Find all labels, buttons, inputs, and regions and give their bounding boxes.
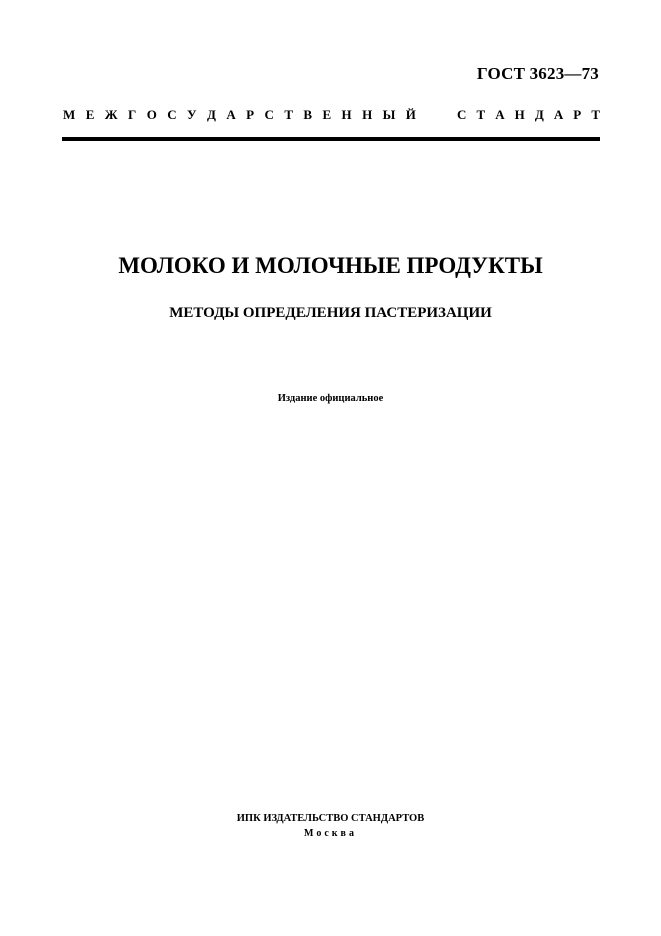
document-title: МОЛОКО И МОЛОЧНЫЕ ПРОДУКТЫ xyxy=(118,253,543,278)
header-letter: Н xyxy=(514,107,525,122)
header-letter: Р xyxy=(573,107,582,122)
publisher-name: ИПК ИЗДАТЕЛЬСТВО СТАНДАРТОВ xyxy=(236,813,425,824)
header-letter: Т xyxy=(591,107,600,122)
header-letter: Р xyxy=(246,107,255,122)
header-letter: Й xyxy=(405,107,416,122)
header-letter: А xyxy=(553,107,564,122)
header-divider xyxy=(62,137,600,141)
header-letter: А xyxy=(495,107,505,122)
header-letter: Н xyxy=(341,107,352,122)
header-letter: В xyxy=(303,107,313,122)
header-letter: Ы xyxy=(382,107,396,122)
header-letter: У xyxy=(187,107,197,122)
header-letter: Е xyxy=(322,107,332,122)
header-letter: Г xyxy=(128,107,137,122)
header-letter: Ж xyxy=(104,107,118,122)
header-word-standard xyxy=(457,107,600,123)
header-letter: С xyxy=(264,107,274,122)
header-letter: Т xyxy=(284,107,293,122)
header-letter: С xyxy=(167,107,177,122)
header-letter: О xyxy=(146,107,157,122)
standard-header xyxy=(63,104,600,126)
header-word-interstate xyxy=(63,107,416,123)
edition-note: Издание официальное xyxy=(277,393,384,404)
header-letter: С xyxy=(457,107,467,122)
publisher-city: Москва xyxy=(304,828,357,839)
header-letter: А xyxy=(226,107,236,122)
header-letter: Т xyxy=(476,107,486,122)
header-letter: Д xyxy=(207,107,216,122)
document-subtitle: МЕТОДЫ ОПРЕДЕЛЕНИЯ ПАСТЕРИЗАЦИИ xyxy=(169,305,492,321)
header-letter: Н xyxy=(362,107,373,122)
header-letter: Е xyxy=(85,107,95,122)
document-number: ГОСТ 3623—73 xyxy=(476,64,599,83)
header-letter: М xyxy=(63,107,76,122)
header-letter: Д xyxy=(534,107,544,122)
